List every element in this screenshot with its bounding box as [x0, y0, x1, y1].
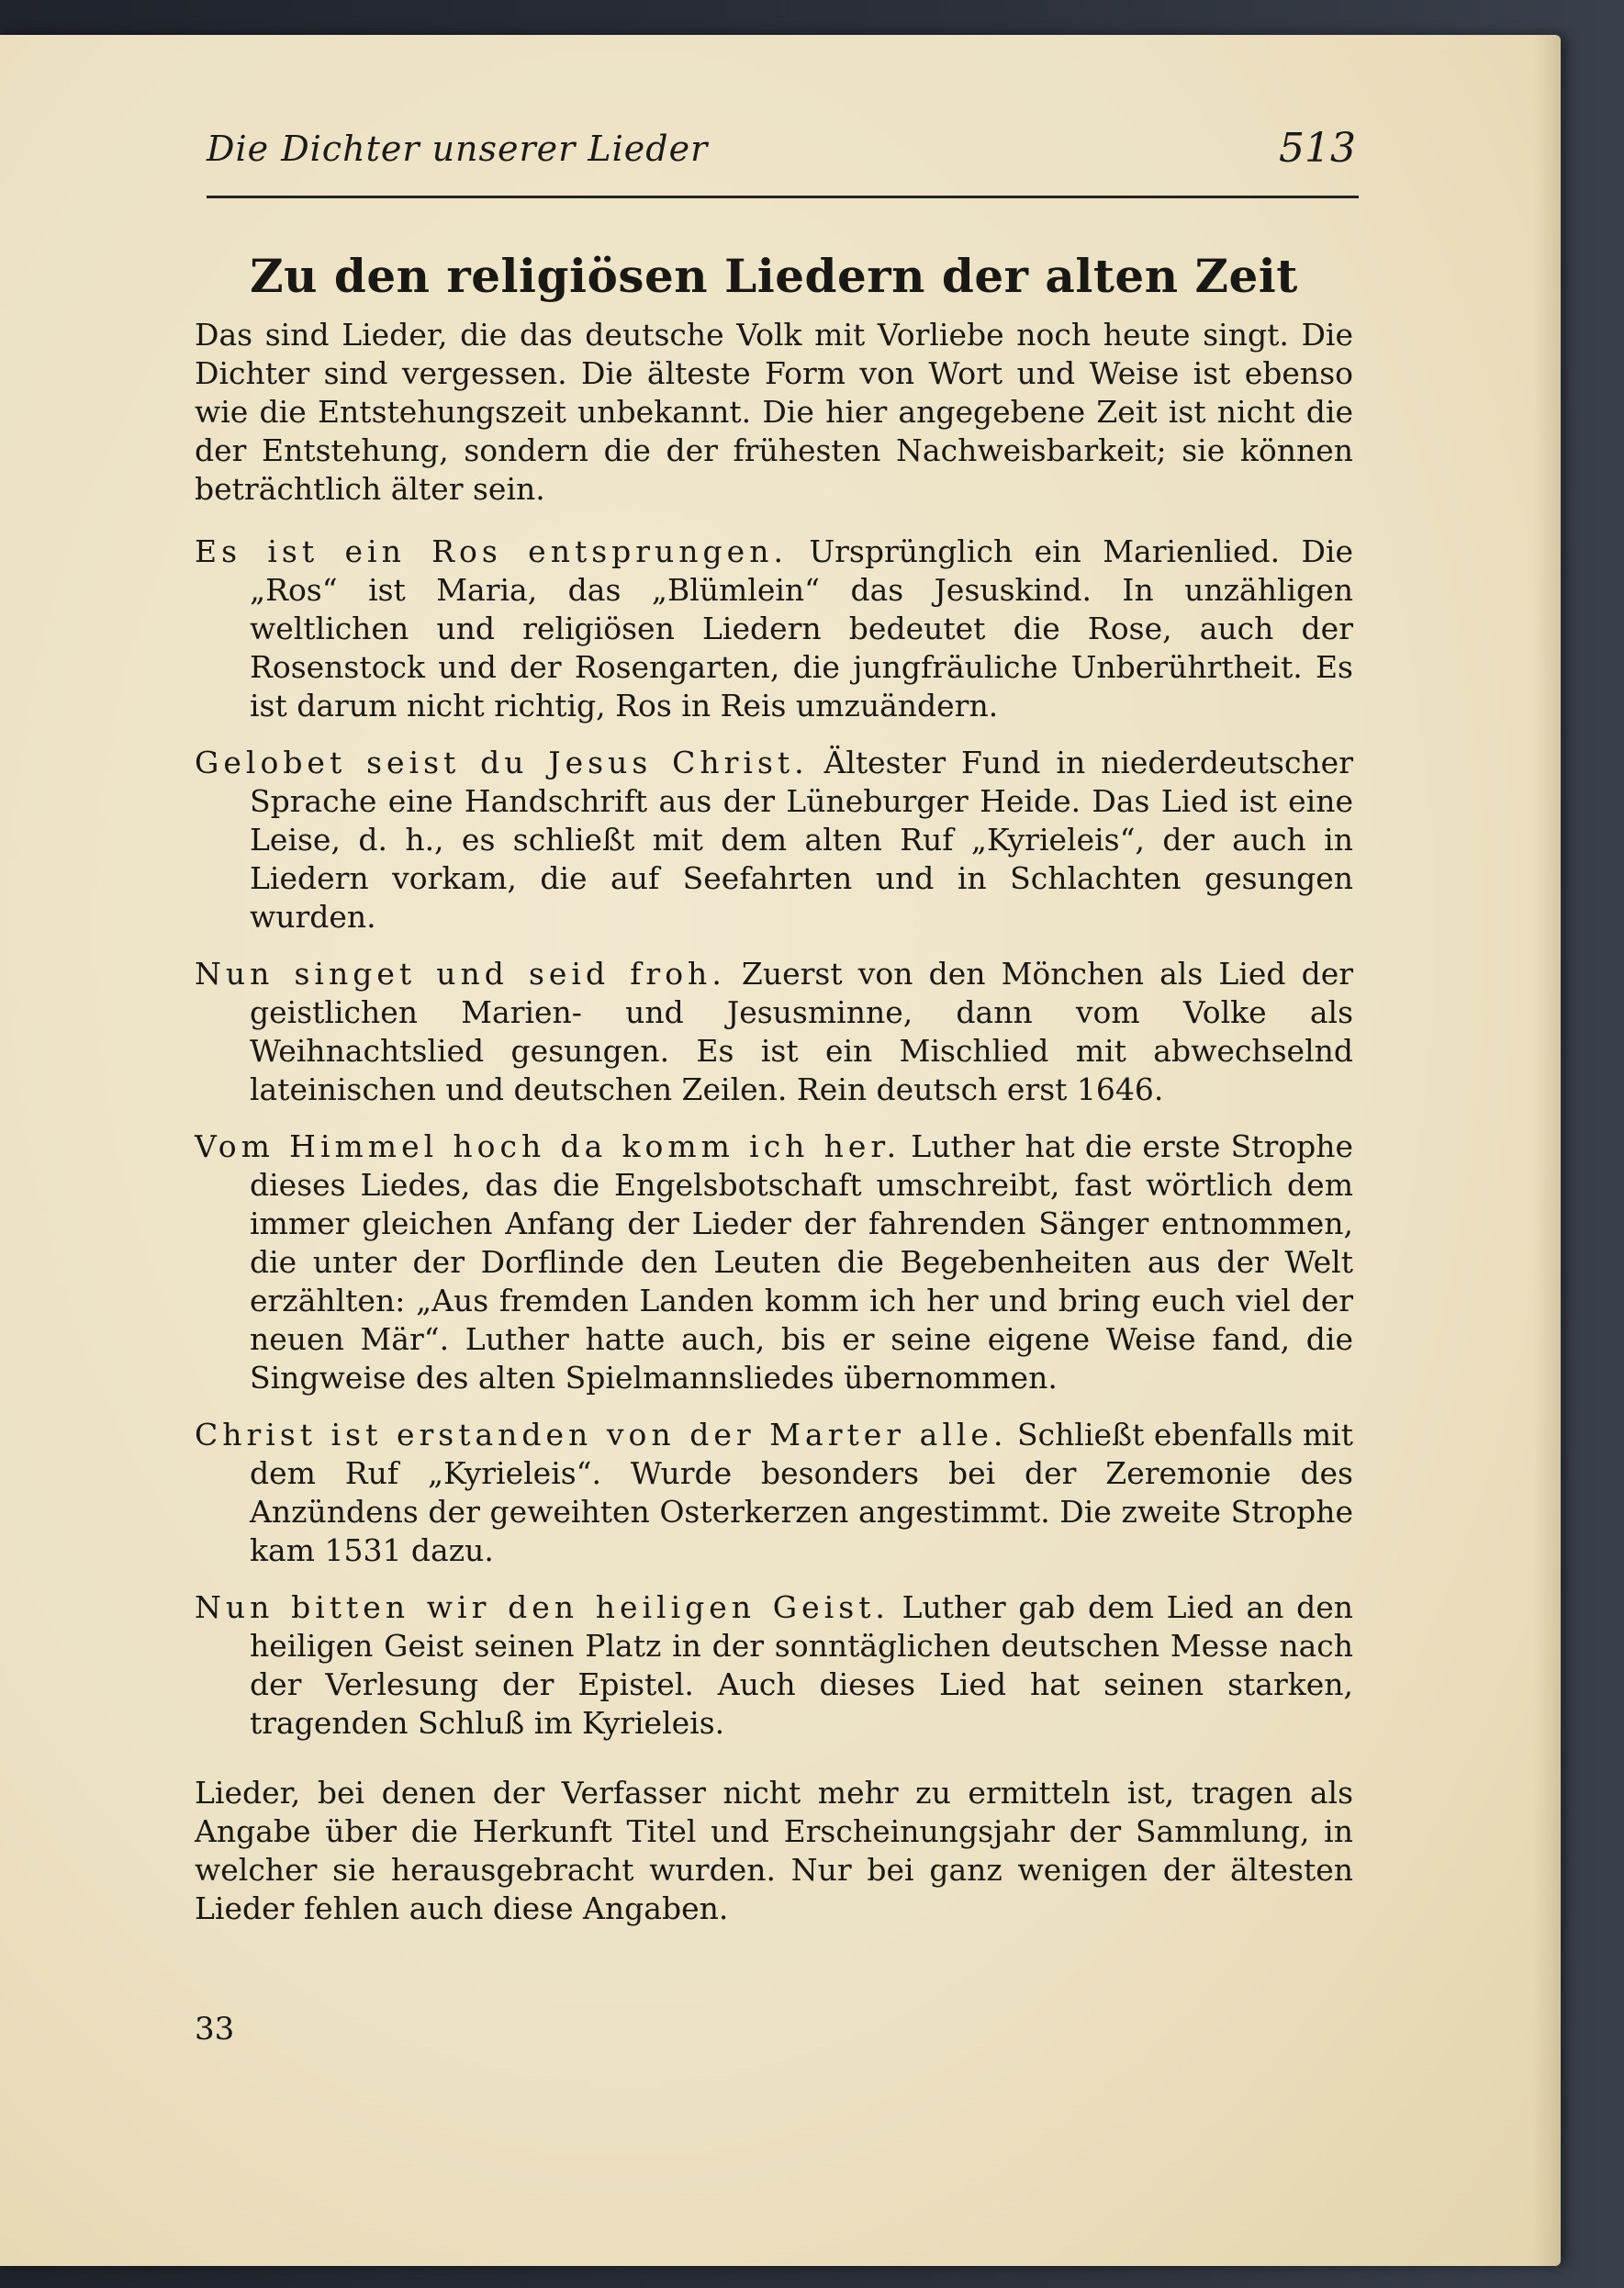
song-title: Nun singet und seid froh. [195, 956, 726, 992]
song-entry [195, 1416, 1353, 1570]
song-entry [195, 1588, 1353, 1743]
song-entry [195, 1127, 1353, 1397]
song-note: Luther hat die erste Strophe dieses Liedes, das die Engelsbotschaft umschreibt, fast wörtlich dem immer gleichen Anfang der Lieder der fahrenden Sänger entnommen, die unter der Dorflinde den Leuten die Begebenheiten aus der Welt erzählten: „Aus fremden Landen komm ich her und bring euch viel der neuen Mär“. Luther hatte auch, bis er seine eigene Weise fand, die Singweise des alten Spielmannsliedes übernommen. [250, 1128, 1353, 1396]
page-body [195, 249, 1354, 1958]
song-entry [195, 744, 1353, 937]
song-entry [195, 955, 1353, 1109]
song-title: Christ ist erstanden von der Marter alle. [195, 1417, 1008, 1452]
song-note: Zuerst von den Mönchen als Lied der geistlichen Marien- und Jesusminne, dann vom Volke als Weihnachtslied gesungen. Es ist ein Mischlied mit abwechselnd lateinischen und deutschen Zeilen. Rein deutsch erst 1646. [250, 956, 1354, 1107]
header-divider [207, 196, 1359, 198]
running-head [207, 121, 1356, 172]
intro-paragraph: Das sind Lieder, die das deutsche Volk mit Vorliebe noch heute singt. Die Dichter sind vergessen. Die älteste Form von Wort und Weise ist ebenso wie die Entstehungszeit unbekannt. Die hier angegebene Zeit ist nicht die der Entstehung, sondern die der frühesten Nachweisbarkeit; sie können beträchtlich älter sein. [195, 317, 1353, 507]
song-note: Luther gab dem Lied an den heiligen Geist seinen Platz in der sonntäglichen deutschen Messe nach der Verlesung der Epistel. Auch dieses Lied hat seinen starken, tragenden Schluß im Kyrieleis. [250, 1589, 1354, 1741]
running-head-title: Die Dichter unserer Lieder [207, 129, 709, 169]
song-note: Ursprünglich ein Marienlied. Die „Ros“ ist Maria, das „Blümlein“ das Jesuskind. In unzähligen weltlichen und religiösen Liedern bedeutet die Rose, auch der Rosenstock und der Rosengarten, die jungfräuliche Unberührtheit. Es ist darum nicht richtig, Ros in Reis umzuändern. [250, 533, 1353, 723]
song-title: Vom Himmel hoch da komm ich her. [195, 1128, 902, 1164]
song-entry [195, 533, 1353, 725]
song-title: Es ist ein Ros entsprungen. [195, 533, 788, 569]
song-title: Nun bitten wir den heiligen Geist. [195, 1589, 890, 1625]
song-note: Ältester Fund in niederdeutscher Sprache eine Handschrift aus der Lüneburger Heide. Das Lied ist eine Leise, d. h., es schließt mit dem alten Ruf „Kyrieleis“, der auch in Liedern vorkam, die auf Seefahrten und in Schlachten gesungen wurden. [250, 745, 1353, 935]
song-note: Schließt ebenfalls mit dem Ruf „Kyrieleis“. Wurde besonders bei der Zeremonie des Anzündens der geweihten Osterkerzen angestimmt. Die zweite Strophe kam 1531 dazu. [250, 1417, 1353, 1568]
page-number: 513 [1279, 125, 1356, 172]
page-edge-shadow [1533, 35, 1561, 2266]
song-title: Gelobet seist du Jesus Christ. [195, 745, 809, 780]
signature-mark: 33 [195, 2011, 235, 2047]
closing-paragraph: Lieder, bei denen der Verfasser nicht mehr zu ermitteln ist, tragen als Angabe über die Herkunft Titel und Erscheinungsjahr der Sammlung, in welcher sie herausgebracht wurden. Nur bei ganz wenigen der ältesten Lieder fehlen auch diese Angaben. [195, 1775, 1353, 1926]
section-heading: Zu den religiösen Liedern der alten Zeit [250, 249, 1298, 303]
